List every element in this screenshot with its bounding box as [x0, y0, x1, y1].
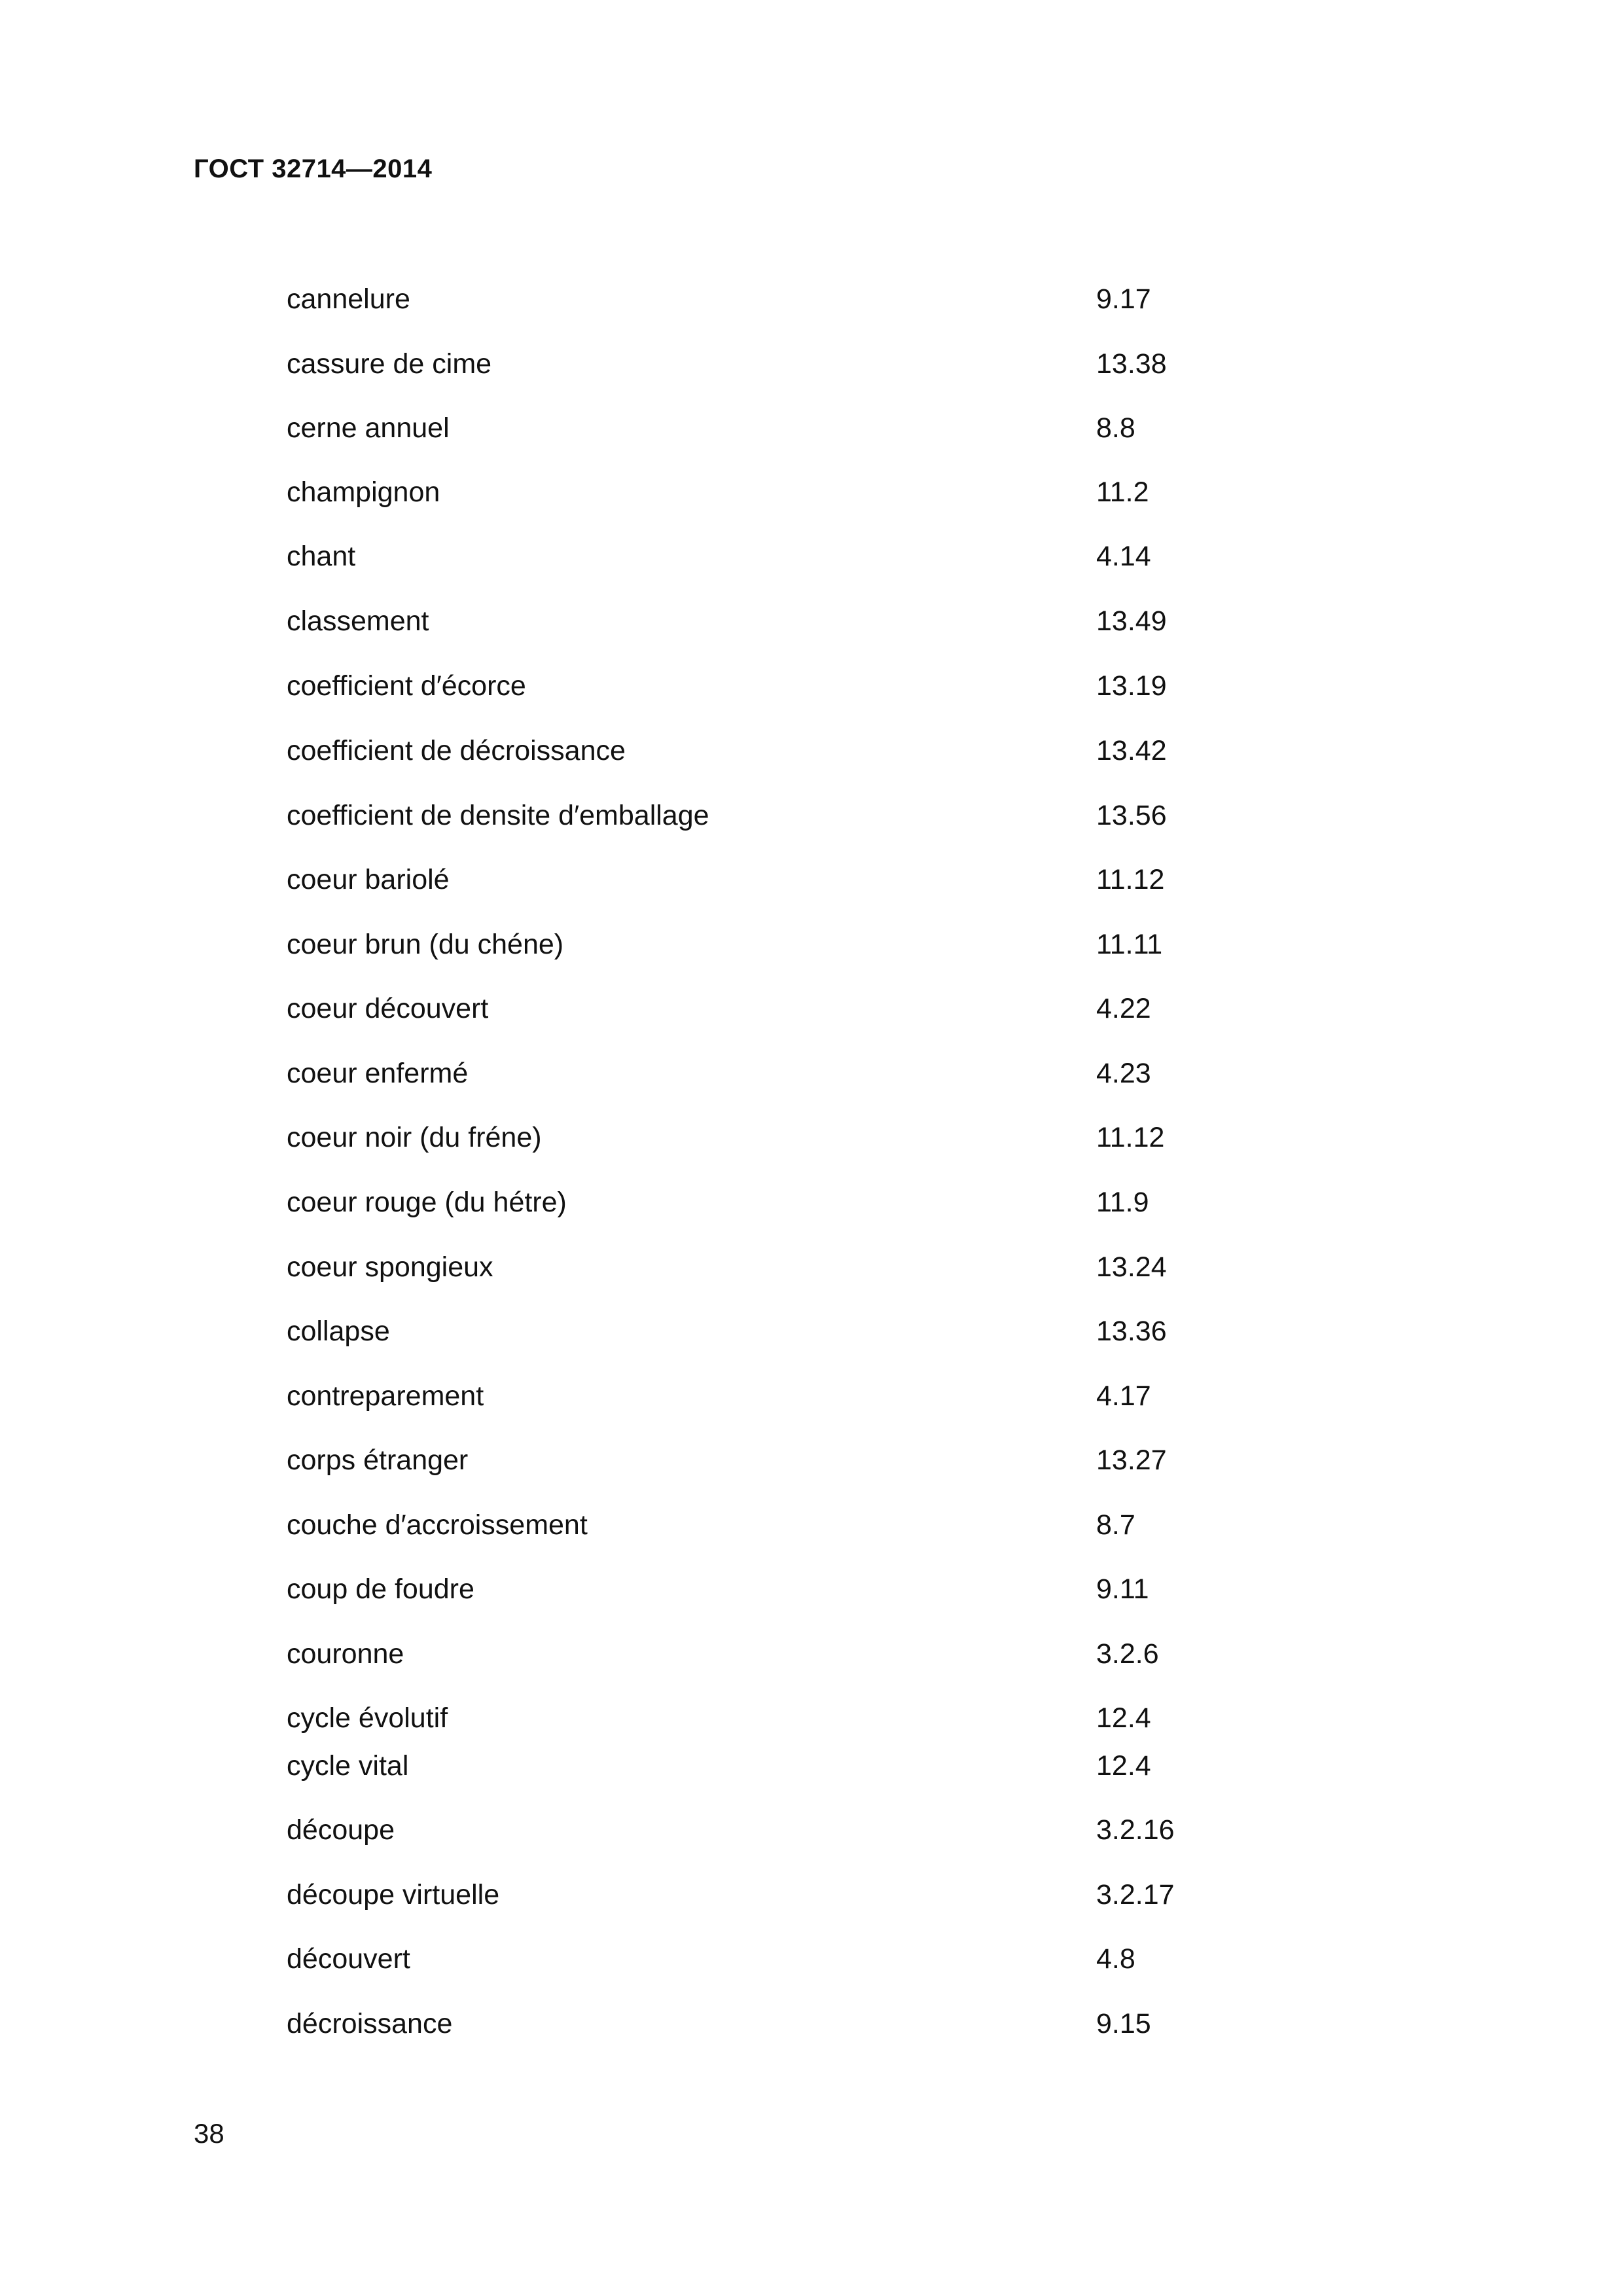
index-reference: 11.9 — [1096, 1187, 1149, 1218]
index-entry — [0, 1312, 1623, 1351]
index-term: couronne — [287, 1638, 404, 1670]
index-reference: 8.7 — [1096, 1509, 1135, 1541]
index-reference: 13.27 — [1096, 1444, 1167, 1476]
index-entry — [0, 666, 1623, 706]
index-entry — [0, 1247, 1623, 1287]
index-term: coeur spongieux — [287, 1251, 493, 1283]
index-entry — [0, 1746, 1623, 1785]
index-entry — [0, 279, 1623, 319]
index-term: découvert — [287, 1943, 410, 1975]
index-term: contreparement — [287, 1380, 484, 1412]
index-term: coup de foudre — [287, 1573, 474, 1605]
index-reference: 3.2.17 — [1096, 1879, 1175, 1910]
index-entry — [0, 1570, 1623, 1609]
index-term: coeur bariolé — [287, 864, 450, 895]
index-entry — [0, 1939, 1623, 1979]
index-entry — [0, 1183, 1623, 1222]
index-reference: 4.8 — [1096, 1943, 1135, 1975]
index-term: chant — [287, 541, 356, 572]
index-term: cassure de cime — [287, 348, 492, 380]
index-entry — [0, 473, 1623, 512]
index-reference: 13.49 — [1096, 605, 1167, 637]
page-number: 38 — [194, 2118, 224, 2149]
index-entry — [0, 601, 1623, 641]
index-term: coefficient de densite d′emballage — [287, 800, 709, 831]
index-entry — [0, 860, 1623, 899]
index-term: cerne annuel — [287, 412, 450, 444]
index-entry — [0, 989, 1623, 1028]
index-reference: 11.2 — [1096, 476, 1149, 508]
index-reference: 13.19 — [1096, 670, 1167, 702]
index-reference: 11.12 — [1096, 1122, 1165, 1153]
index-entry — [0, 1698, 1623, 1738]
index-reference: 4.14 — [1096, 541, 1151, 572]
index-reference: 3.2.6 — [1096, 1638, 1159, 1670]
index-reference: 12.4 — [1096, 1750, 1151, 1782]
index-reference: 9.17 — [1096, 283, 1151, 315]
index-term: coeur enfermé — [287, 1058, 469, 1089]
index-entry — [0, 1634, 1623, 1674]
document-header: ГОСТ 32714—2014 — [194, 154, 433, 183]
index-reference: 11.11 — [1096, 929, 1163, 960]
index-term: classement — [287, 605, 429, 637]
index-term: couche d′accroissement — [287, 1509, 588, 1541]
index-entry — [0, 1505, 1623, 1545]
index-entry — [0, 925, 1623, 964]
index-entry — [0, 731, 1623, 770]
index-reference: 3.2.16 — [1096, 1814, 1175, 1846]
index-entry — [0, 1054, 1623, 1093]
index-reference: 4.22 — [1096, 993, 1151, 1024]
index-term: corps étranger — [287, 1444, 469, 1476]
index-reference: 11.12 — [1096, 864, 1165, 895]
index-reference: 13.36 — [1096, 1316, 1167, 1347]
index-term: coefficient de décroissance — [287, 735, 626, 766]
index-term: cannelure — [287, 283, 410, 315]
index-reference: 12.4 — [1096, 1702, 1151, 1734]
index-entry — [0, 796, 1623, 835]
index-entry — [0, 537, 1623, 576]
index-term: découpe virtuelle — [287, 1879, 500, 1910]
index-entry — [0, 2004, 1623, 2043]
index-reference: 13.42 — [1096, 735, 1167, 766]
index-entry — [0, 1376, 1623, 1416]
index-reference: 9.11 — [1096, 1573, 1149, 1605]
index-term: coeur brun (du chéne) — [287, 929, 564, 960]
index-entry — [0, 344, 1623, 384]
index-reference: 13.24 — [1096, 1251, 1167, 1283]
index-reference: 9.15 — [1096, 2008, 1151, 2039]
index-entry — [0, 1875, 1623, 1914]
index-term: coefficient d′écorce — [287, 670, 526, 702]
index-term: cycle vital — [287, 1750, 409, 1782]
index-term: champignon — [287, 476, 440, 508]
index-reference: 13.56 — [1096, 800, 1167, 831]
index-reference: 8.8 — [1096, 412, 1135, 444]
index-term: découpe — [287, 1814, 395, 1846]
index-term: cycle évolutif — [287, 1702, 448, 1734]
index-term: coeur découvert — [287, 993, 489, 1024]
index-entry — [0, 1810, 1623, 1850]
index-entry — [0, 408, 1623, 448]
index-term: décroissance — [287, 2008, 453, 2039]
index-term: coeur noir (du fréne) — [287, 1122, 542, 1153]
index-term: collapse — [287, 1316, 390, 1347]
index-reference: 4.17 — [1096, 1380, 1151, 1412]
index-term: coeur rouge (du hétre) — [287, 1187, 567, 1218]
index-entry — [0, 1118, 1623, 1157]
index-reference: 13.38 — [1096, 348, 1167, 380]
index-entry — [0, 1441, 1623, 1480]
index-reference: 4.23 — [1096, 1058, 1151, 1089]
